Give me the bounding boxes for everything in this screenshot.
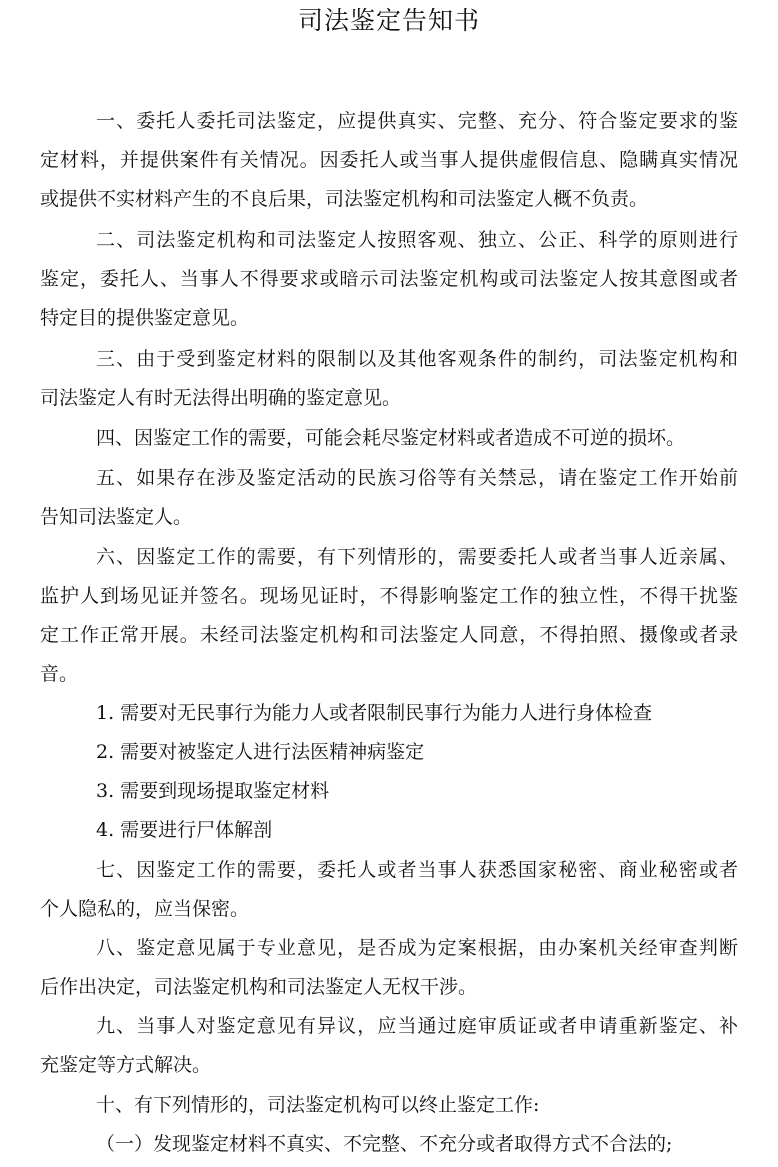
paragraph-line: 八、鉴定意见属于专业意见，是否成为定案根据，由办案机关经审查判断 [96,937,738,959]
document-title: 司法鉴定告知书 [297,6,480,35]
paragraph-line: 三、由于受到鉴定材料的限制以及其他客观条件的制约，司法鉴定机构和 [96,348,738,370]
paragraph-line: 一、委托人委托司法鉴定，应提供真实、完整、充分、符合鉴定要求的鉴 [96,110,738,132]
paragraph-line: 六、因鉴定工作的需要，有下列情形的，需要委托人或者当事人近亲属、 [96,546,738,568]
paragraph-line: 定材料，并提供案件有关情况。因委托人或当事人提供虚假信息、隐瞒真实情况 [40,149,738,171]
paragraph-line: 后作出决定，司法鉴定机构和司法鉴定人无权干涉。 [40,976,478,998]
paragraph-line: 鉴定，委托人、当事人不得要求或暗示司法鉴定机构或司法鉴定人按其意图或者 [40,268,738,290]
paragraph-line: 五、如果存在涉及鉴定活动的民族习俗等有关禁忌，请在鉴定工作开始前 [96,467,738,489]
list-item: 4. 需要进行尸体解剖 [96,819,273,841]
paragraph-line: 告知司法鉴定人。 [40,506,193,528]
list-item: 3. 需要到现场提取鉴定材料 [96,780,330,802]
list-item: （一）发现鉴定材料不真实、不完整、不充分或者取得方式不合法的; [96,1133,673,1155]
list-item: 1. 需要对无民事行为能力人或者限制民事行为能力人进行身体检查 [96,702,653,724]
paragraph-line: 司法鉴定人有时无法得出明确的鉴定意见。 [40,387,402,409]
paragraph-line: 九、当事人对鉴定意见有异议，应当通过庭审质证或者申请重新鉴定、补 [96,1015,738,1037]
paragraph-line: 监护人到场见证并签名。现场见证时，不得影响鉴定工作的独立性，不得干扰鉴 [40,585,738,607]
paragraph-line: 特定目的提供鉴定意见。 [40,307,250,329]
paragraph-line: 音。 [40,663,79,685]
paragraph-line: 二、司法鉴定机构和司法鉴定人按照客观、独立、公正、科学的原则进行 [96,229,738,251]
paragraph-line: 个人隐私的，应当保密。 [40,898,250,920]
paragraph-line: 四、因鉴定工作的需要，可能会耗尽鉴定材料或者造成不可逆的损坏。 [96,427,686,449]
paragraph-line: 或提供不实材料产生的不良后果，司法鉴定机构和司法鉴定人概不负责。 [40,188,649,210]
paragraph-line: 七、因鉴定工作的需要，委托人或者当事人获悉国家秘密、商业秘密或者 [96,859,738,881]
paragraph-line: 十、有下列情形的，司法鉴定机构可以终止鉴定工作: [96,1094,540,1116]
paragraph-line: 充鉴定等方式解决。 [40,1054,212,1076]
paragraph-line: 定工作正常开展。未经司法鉴定机构和司法鉴定人同意，不得拍照、摄像或者录 [40,624,738,646]
list-item: 2. 需要对被鉴定人进行法医精神病鉴定 [96,741,425,763]
